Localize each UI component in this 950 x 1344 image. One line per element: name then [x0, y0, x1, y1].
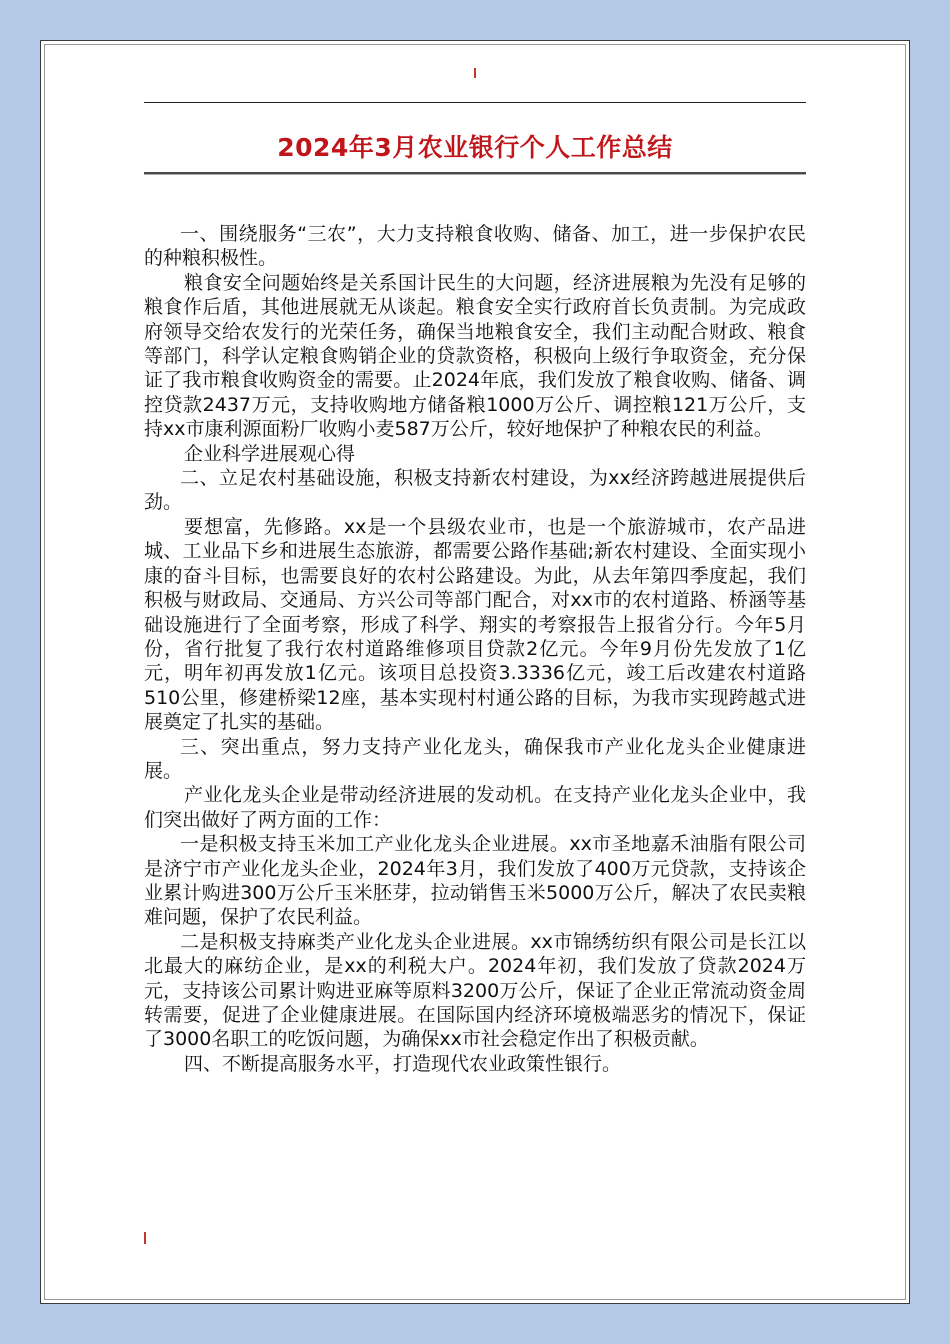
title-rule	[144, 172, 806, 175]
paragraph: 要想富，先修路。xx是一个县级农业市，也是一个旅游城市，农产品进城、工业品下乡和进展生态旅游，都需要公路作基础;新农村建设、全面实现小康的奋斗目标，也需要良好的农村公路建设。为此，从去年第四季度起，我们积极与财政局、交通局、方兴公司等部门配合，对xx市的农村道路、桥涵等基础设施进行了全面考察，形成了科学、翔实的考察报告上报省分行。今年5月份，省行批复了我行农村道路维修项目贷款2亿元。今年9月份先发放了1亿元，明年初再发放1亿元。该项目总投资3.3336亿元，竣工后改建农村道路510公里，修建桥梁12座，基本实现村村通公路的目标，为我市实现跨越式进展奠定了扎实的基础。	[144, 515, 806, 734]
paragraph: 粮食安全问题始终是关系国计民生的大问题，经济进展粮为先没有足够的粮食作后盾，其他进展就无从谈起。粮食安全实行政府首长负责制。为完成政府领导交给农发行的光荣任务，确保当地粮食安全，我们主动配合财政、粮食等部门，科学认定粮食购销企业的贷款资格，积极向上级行争取资金，充分保证了我市粮食收购资金的需要。止2024年底，我们发放了粮食收购、储备、调控贷款2437万元，支持收购地方储备粮1000万公斤、调控粮121万公斤，支持xx市康利源面粉厂收购小麦587万公斤，较好地保护了种粮农民的利益。	[144, 271, 806, 441]
paragraph: 企业科学进展观心得	[184, 442, 356, 465]
paragraph: 产业化龙头企业是带动经济进展的发动机。在支持产业化龙头企业中，我们突出做好了两方面的工作：	[144, 784, 806, 831]
section-heading-4: 四、不断提高服务水平，打造现代农业政策性银行。	[184, 1052, 622, 1075]
section-heading-3: 三、突出重点，努力支持产业化龙头，确保我市产业化龙头企业健康进展。	[144, 735, 806, 782]
section-heading-1: 一、围绕服务“三农”，大力支持粮食收购、储备、加工，进一步保护农民的种粮积极性。	[144, 223, 806, 270]
header-marker	[474, 68, 476, 78]
paragraph: 一是积极支持玉米加工产业化龙头企业进展。xx市圣地嘉禾油脂有限公司是济宁市产业化龙头企业，2024年3月，我们发放了400万元贷款，支持该企业累计购进300万公斤玉米胚芽，拉动销售玉米5000万公斤，解决了农民卖粮难问题，保护了农民利益。	[144, 833, 806, 929]
document-body	[144, 222, 806, 1076]
section-heading-2: 二、立足农村基础设施，积极支持新农村建设，为xx经济跨越进展提供后劲。	[144, 467, 806, 514]
paragraph: 二是积极支持麻类产业化龙头企业进展。xx市锦绣纺织有限公司是长江以北最大的麻纺企业，是xx的利税大户。2024年初，我们发放了贷款2024万元，支持该公司累计购进亚麻等原料3200万公斤，保证了企业正常流动资金周转需要，促进了企业健康进展。在国际国内经济环境极端恶劣的情况下，保证了3000名职工的吃饭问题，为确保xx市社会稳定作出了积极贡献。	[144, 930, 806, 1051]
header-rule	[144, 102, 806, 103]
page-title: 2024年3月农业银行个人工作总结	[277, 133, 673, 162]
footer-marker	[144, 1232, 146, 1244]
